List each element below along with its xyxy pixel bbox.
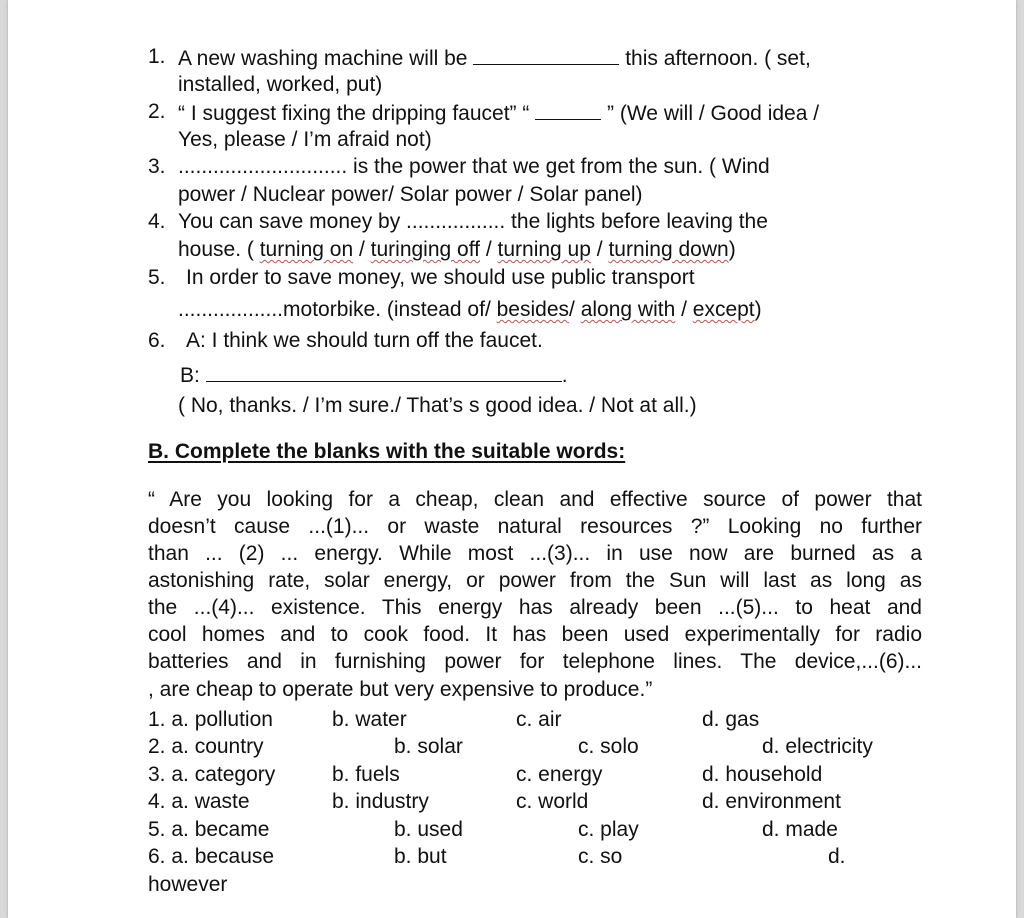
q1-blank[interactable]: [473, 44, 619, 65]
passage-line: the ...(4)... existence. This energy has already been ...(5)... to heat and: [148, 596, 922, 619]
answer-6-a[interactable]: 6. a. because: [148, 845, 275, 868]
answer-3-c[interactable]: c. energy: [516, 763, 603, 786]
q5-options: [178, 297, 762, 323]
q5-number: 5.: [148, 266, 166, 289]
answer-4-a[interactable]: 4. a. waste: [148, 790, 250, 813]
q5-options-prefix: ..................motorbike. (instead of/: [178, 298, 497, 321]
q5-separator: /: [675, 298, 693, 321]
q4-separator: /: [353, 238, 371, 261]
q2-post: ” (We will / Good idea /: [607, 102, 820, 125]
q2-options: Yes, please / I’m afraid not): [178, 128, 432, 151]
q4-line1: You can save money by ................. the lights before leaving the: [178, 210, 768, 233]
answer-3-a[interactable]: 3. a. category: [148, 763, 276, 786]
q4-options: [178, 237, 736, 263]
section-b-heading: B. Complete the blanks with the suitable words:: [148, 440, 626, 463]
q3-number: 3.: [148, 155, 166, 178]
answer-6-d[interactable]: d.: [828, 845, 846, 868]
q5-option-3: except: [692, 298, 755, 321]
q6-b-line: [180, 361, 568, 389]
answer-5-b[interactable]: b. used: [394, 818, 463, 841]
q2-blank[interactable]: [535, 99, 601, 120]
answer-4-d[interactable]: d. environment: [702, 790, 841, 813]
q1-pre: A new washing machine will be: [178, 47, 468, 70]
q4-option-1: turning on: [259, 238, 354, 261]
q6-options: ( No, thanks. / I’m sure./ That’s s good idea. / Not at all.): [178, 394, 697, 417]
answer-5-d[interactable]: d. made: [762, 818, 838, 841]
q4-option-2: turinging off: [370, 238, 480, 261]
passage-line: doesn’t cause ...(1)... or waste natural resources ?” Looking no further: [148, 515, 922, 538]
answer-5-c[interactable]: c. play: [578, 818, 639, 841]
q4-separator: /: [590, 238, 609, 261]
q2-line1: [178, 99, 819, 127]
answer-2-a[interactable]: 2. a. country: [148, 735, 264, 758]
q5-option-2: along with: [580, 298, 676, 321]
passage-line: “ Are you looking for a cheap, clean and effective source of power that: [148, 488, 922, 511]
answer-1-d[interactable]: d. gas: [702, 708, 760, 731]
answer-6-c[interactable]: c. so: [578, 845, 623, 868]
answer-2-d[interactable]: d. electricity: [762, 735, 873, 758]
answer-6-d-text: however: [148, 873, 228, 896]
answer-6-b[interactable]: b. but: [394, 845, 447, 868]
q4-number: 4.: [148, 210, 166, 233]
answer-1-c[interactable]: c. air: [516, 708, 562, 731]
q6-number: 6.: [148, 329, 166, 352]
answer-2-b[interactable]: b. solar: [394, 735, 463, 758]
answer-2-c[interactable]: c. solo: [578, 735, 639, 758]
answer-1-b[interactable]: b. water: [332, 708, 407, 731]
answer-5-a[interactable]: 5. a. became: [148, 818, 270, 841]
q4-options-suffix: ): [728, 238, 736, 261]
answer-3-b[interactable]: b. fuels: [332, 763, 400, 786]
answer-3-d[interactable]: d. household: [702, 763, 823, 786]
q4-separator: /: [480, 238, 498, 261]
q1-number: 1.: [148, 45, 166, 68]
q1-post: this afternoon. ( set,: [625, 47, 811, 70]
q5-line1: In order to save money, we should use public transport: [186, 266, 695, 289]
q3-line1: ............................. is the power that we get from the sun. ( Wind: [178, 155, 770, 178]
passage-line: astonishing rate, solar energy, or power from the Sun will last as long as: [148, 569, 922, 592]
passage-line: than ... (2) ... energy. While most ...(3)... in use now are burned as a: [148, 542, 922, 565]
passage-line: batteries and in furnishing power for telephone lines. The device,...(6)...: [148, 650, 922, 673]
q6-b-label: B:: [180, 364, 200, 387]
answer-1-a[interactable]: 1. a. pollution: [148, 708, 273, 731]
q1-options: installed, worked, put): [178, 73, 383, 96]
q6-line1: A: I think we should turn off the faucet.: [186, 329, 543, 352]
q2-pre: “ I suggest fixing the dripping faucet” “: [178, 102, 530, 125]
q5-options-suffix: ): [754, 298, 762, 321]
q4-options-prefix: house. (: [178, 238, 260, 261]
passage-line: , are cheap to operate but very expensive to produce.”: [148, 678, 653, 701]
q3-options: power / Nuclear power/ Solar power / Solar panel): [178, 183, 643, 206]
q5-separator: /: [569, 298, 581, 321]
document-page: [8, 0, 1016, 918]
q6-b-end: .: [561, 364, 568, 387]
answer-4-c[interactable]: c. world: [516, 790, 589, 813]
q6-blank[interactable]: [206, 361, 562, 382]
q1-line1: [178, 44, 811, 72]
q4-option-4: turning down: [608, 238, 729, 261]
q4-option-3: turning up: [497, 238, 591, 261]
passage-line: cool homes and to cook food. It has been used experimentally for radio: [148, 623, 922, 646]
answer-4-b[interactable]: b. industry: [332, 790, 429, 813]
q2-number: 2.: [148, 100, 166, 123]
q5-option-1: besides: [496, 298, 570, 321]
